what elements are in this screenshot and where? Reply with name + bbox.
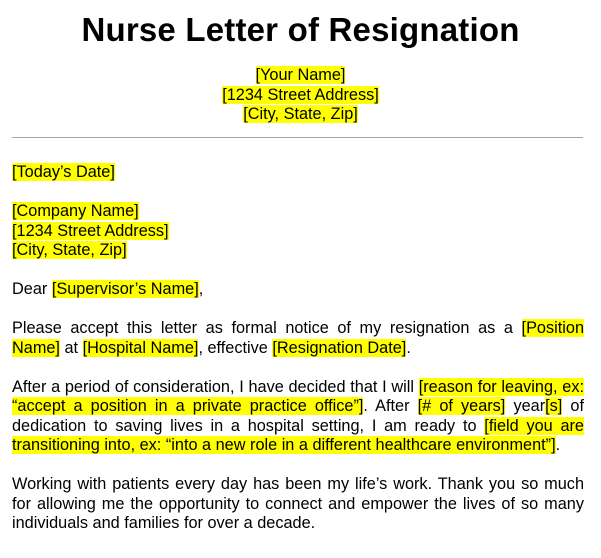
paragraph-text: year — [505, 397, 546, 415]
paragraph-text: . — [406, 338, 411, 357]
paragraph-text: . — [555, 436, 561, 454]
hospital-name: [Hospital Name] — [82, 338, 199, 357]
salutation-prefix: Dear — [12, 280, 52, 298]
paragraph-notice — [12, 319, 584, 358]
reason-for-leaving: [reason for leaving, ex: “accept a position in a private practice office”] — [12, 377, 584, 415]
recipient-city: [City, State, Zip] — [12, 241, 127, 259]
paragraph-reason — [12, 378, 584, 456]
recipient-company: [Company Name] — [12, 202, 139, 220]
header-divider — [12, 137, 583, 138]
salutation-suffix: , — [198, 280, 204, 298]
salutation — [12, 280, 584, 300]
paragraph-gratitude: Working with patients every day has been my life’s work. Thank you so much for allowing me the opportunity to connect and empower the lives of so many individuals and families for over a decade. — [12, 475, 584, 532]
position-name: [Position Name] — [12, 319, 584, 357]
paragraph-text: at — [59, 338, 83, 357]
sender-name: [Your Name] — [255, 66, 346, 84]
plural-s: [s] — [545, 397, 563, 415]
recipient-block — [12, 202, 584, 261]
paragraph-text: , effective — [198, 338, 273, 357]
sender-street: [1234 Street Address] — [222, 85, 379, 104]
paragraph-text: . After — [363, 397, 418, 415]
letter-body — [12, 163, 584, 534]
resignation-date: [Resignation Date] — [272, 338, 407, 357]
supervisor-name: [Supervisor’s Name] — [51, 280, 199, 298]
paragraph-text: After a period of consideration, I have decided that I will — [12, 377, 419, 396]
date-line — [12, 163, 584, 183]
recipient-street: [1234 Street Address] — [12, 221, 169, 240]
new-field: [field you are transitioning into, ex: “into a new role in a different healthcare environment”] — [12, 416, 584, 454]
paragraph-text: of dedication to saving lives in a hospital setting, I am ready to — [12, 397, 585, 435]
date-placeholder: [Today’s Date] — [12, 163, 115, 181]
paragraph-text: Please accept this letter as formal notice of my resignation as a — [12, 319, 522, 337]
sender-block — [0, 66, 601, 125]
document-title: Nurse Letter of Resignation — [81, 11, 520, 48]
years-count: [# of years] — [417, 397, 506, 415]
sender-city: [City, State, Zip] — [243, 105, 358, 123]
